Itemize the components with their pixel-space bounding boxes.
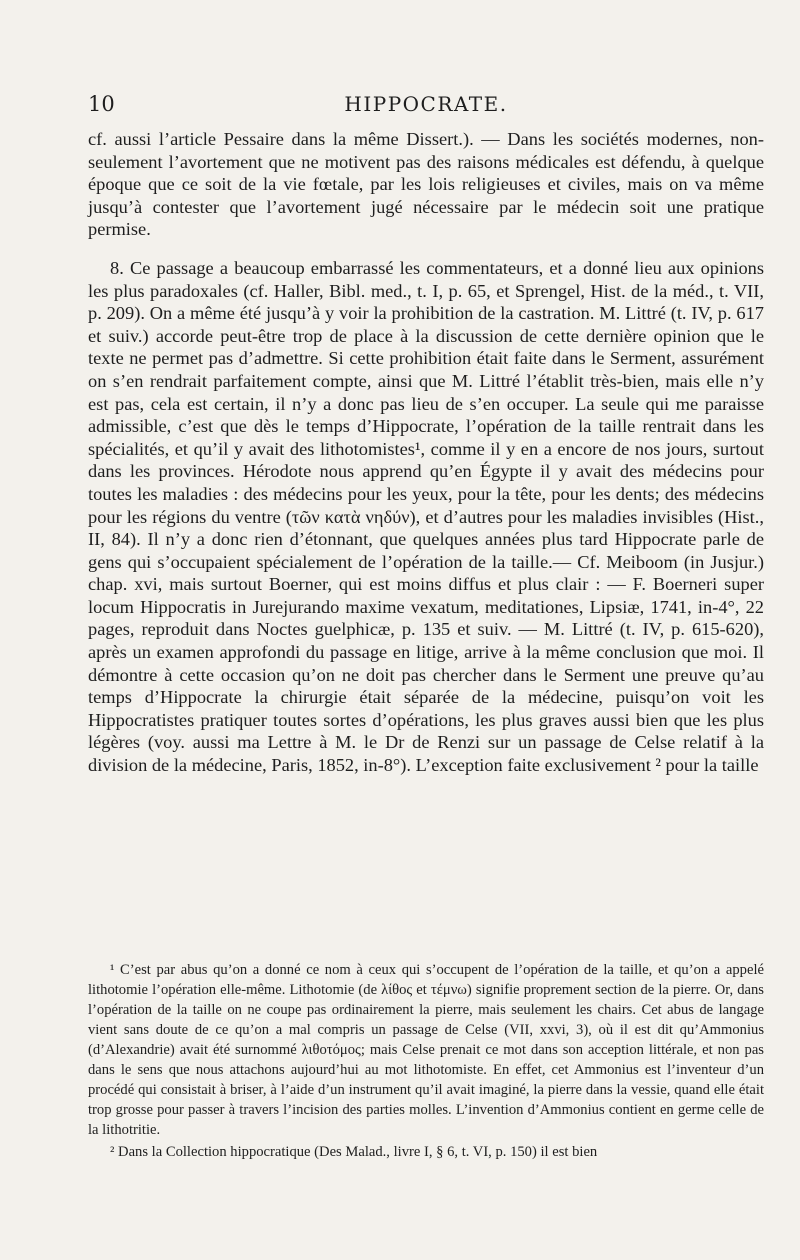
- paragraph-continued: cf. aussi l’article Pessaire dans la même Dissert.). — Dans les sociétés modernes, non-seulement l’avortement que ne motivent pas des raisons médicales est défendu, à quelque époque que ce soit de la vie fœtale, par les lois religieuses et civiles, mais on va même jusqu’à contester que l’avortement jugé nécessaire par le médecin soit une pratique permise.: [88, 129, 764, 240]
- paragraph-8: 8. Ce passage a beaucoup embarrassé les commentateurs, et a donné lieu aux opinions les plus paradoxales (cf. Haller, Bibl. med., t. I, p. 65, et Sprengel, Hist. de la méd., t. VII, p. 209). On a même été jusqu’à y voir la prohibition de la castration. M. Littré (t. IV, p. 617 et suiv.) accorde peut-être trop de place à la discussion de cette dernière opinion que le texte ne permet pas d’admettre. Si cette prohibition était faite dans le Serment, assurément on s’en rendrait parfaitement compte, ainsi que M. Littré l’établit très-bien, mais elle n’y est pas, cela est certain, il n’y a donc pas lieu de s’en occuper. La seule qui me paraisse admissible, c’est que dès le temps d’Hippocrate, l’opération de la taille rentrait dans les spécialités, et qu’il y avait des lithotomistes¹, comme il y en a encore de nos jours, surtout dans les provinces. Hérodote nous apprend qu’en Égypte il y avait des médecins pour toutes les maladies : des médecins pour les yeux, pour la tête, pour les dents; des médecins pour les régions du ventre (τῶν κατὰ νηδύν), et d’autres pour les maladies invisibles (Hist., II, 84). Il n’y a donc rien d’étonnant, que quelques années plus tard Hippocrate parle de gens qui s’occupaient spécialement de l’opération de la taille.— Cf. Meiboom (in Jusjur.) chap. xvi, mais surtout Boerner, qui est moins diffus et plus clair : — F. Boerneri super locum Hippocratis in Jurejurando maxime vexatum, meditationes, Lipsiæ, 1741, in-4°, 22 pages, reproduit dans Noctes guelphicæ, p. 135 et suiv. — M. Littré (t. IV, p. 615-620), après un examen approfondi du passage en litige, arrive à la même conclusion que moi. Il démontre à cette occasion qu’on ne doit pas chercher dans le Serment une preuve qu’au temps d’Hippocrate la chirurgie était séparée de la médecine, puisqu’on voit les Hippocratistes pratiquer toutes sortes d’opérations, les plus graves aussi bien que les plus légères (voy. aussi ma Lettre à M. le Dr de Renzi sur un passage de Celse relatif à la division de la médecine, Paris, 1852, in-8°). L’exception faite exclusivement ² pour la taille: [88, 257, 764, 776]
- footnote-2: ² Dans la Collection hippocratique (Des Malad., livre I, § 6, t. VI, p. 150) il est bien: [110, 1144, 598, 1160]
- footnote-1: ¹ C’est par abus qu’on a donné ce nom à ceux qui s’occupent de l’opération de la taille, et qu’on a appelé lithotomie l’opération elle-même. Lithotomie (de λίθος et τέμνω) signifie proprement section de la pierre. Or, dans l’opération de la taille on ne coupe pas ordinairement la pierre, mais seulement les chairs. Cet abus de langage vient sans doute de ce qu’on a mal compris un passage de Celse (VII, xxvi, 3), où il est dit qu’Ammonius (d’Alexandrie) avait été surnommé λιθοτόμος; mais Celse prenait ce mot dans son acception littérale, et non pas dans le sens que nous attachons aujourd’hui au mot lithotomiste. En effet, cet Ammonius est l’inventeur d’un procédé qui consistait à briser, à l’aide d’un instrument qu’il avait imaginé, la pierre dans la vessie, quand elle était trop grosse pour passer à travers l’incision des parties molles. L’invention d’Ammonius contient en germe celle de la lithotritie.: [88, 962, 764, 1138]
- running-title: HIPPOCRATE.: [344, 92, 508, 116]
- page-number: 10: [88, 92, 115, 116]
- page-header: [88, 92, 764, 126]
- main-text: [88, 128, 764, 777]
- footnotes: [88, 960, 764, 1162]
